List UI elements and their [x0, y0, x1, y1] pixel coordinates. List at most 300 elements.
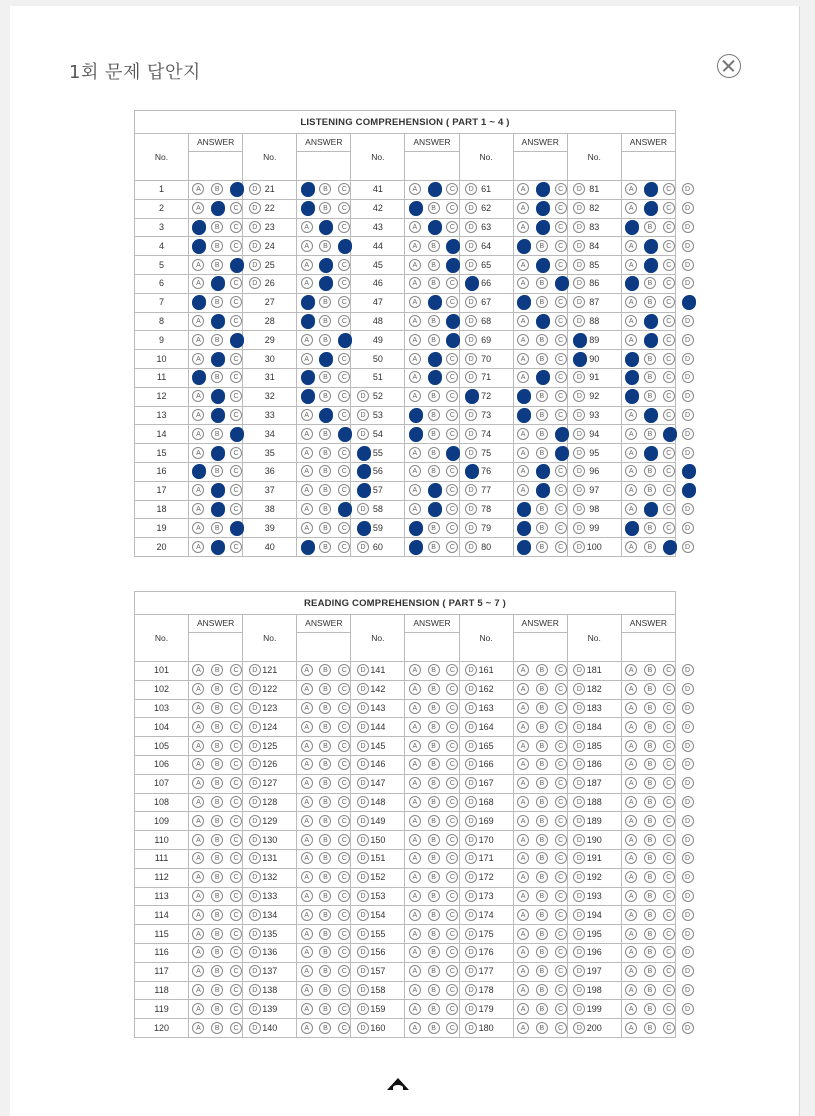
bubble-a[interactable] [192, 259, 204, 271]
bubble-a[interactable] [517, 240, 529, 252]
bubble-c[interactable] [338, 834, 350, 846]
bubble-b[interactable] [211, 702, 223, 714]
bubble-b[interactable] [211, 890, 223, 902]
bubble-b[interactable] [428, 683, 440, 695]
bubble-b[interactable] [428, 852, 440, 864]
bubble-d[interactable] [249, 1022, 261, 1034]
bubble-b[interactable] [319, 484, 331, 496]
bubble-c[interactable] [338, 334, 350, 346]
bubble-c[interactable] [446, 428, 458, 440]
bubble-c[interactable] [663, 296, 675, 308]
bubble-c[interactable] [446, 1003, 458, 1015]
bubble-d[interactable] [465, 259, 477, 271]
bubble-a[interactable] [625, 447, 637, 459]
bubble-a[interactable] [517, 965, 529, 977]
bubble-b[interactable] [428, 428, 440, 440]
bubble-d[interactable] [249, 834, 261, 846]
bubble-c[interactable] [230, 758, 242, 770]
bubble-c[interactable] [555, 834, 567, 846]
bubble-d[interactable] [682, 1022, 694, 1034]
bubble-c[interactable] [555, 371, 567, 383]
bubble-a[interactable] [301, 371, 313, 383]
bubble-d[interactable] [249, 852, 261, 864]
bubble-c[interactable] [555, 815, 567, 827]
bubble-d[interactable] [682, 334, 694, 346]
bubble-c[interactable] [338, 1003, 350, 1015]
bubble-b[interactable] [428, 740, 440, 752]
bubble-b[interactable] [211, 984, 223, 996]
bubble-d[interactable] [357, 946, 369, 958]
bubble-a[interactable] [625, 1022, 637, 1034]
bubble-a[interactable] [409, 777, 421, 789]
bubble-c[interactable] [446, 852, 458, 864]
bubble-a[interactable] [517, 777, 529, 789]
bubble-c[interactable] [338, 890, 350, 902]
bubble-a[interactable] [625, 371, 637, 383]
bubble-c[interactable] [230, 946, 242, 958]
bubble-a[interactable] [517, 909, 529, 921]
bubble-c[interactable] [663, 409, 675, 421]
bubble-b[interactable] [644, 334, 656, 346]
bubble-b[interactable] [319, 428, 331, 440]
bubble-a[interactable] [517, 202, 529, 214]
bubble-d[interactable] [682, 296, 694, 308]
bubble-c[interactable] [446, 353, 458, 365]
bubble-d[interactable] [573, 965, 585, 977]
bubble-b[interactable] [211, 183, 223, 195]
bubble-a[interactable] [409, 202, 421, 214]
bubble-b[interactable] [536, 240, 548, 252]
bubble-a[interactable] [301, 965, 313, 977]
bubble-a[interactable] [192, 1022, 204, 1034]
bubble-a[interactable] [409, 702, 421, 714]
bubble-a[interactable] [625, 740, 637, 752]
bubble-d[interactable] [682, 541, 694, 553]
bubble-d[interactable] [682, 758, 694, 770]
bubble-d[interactable] [573, 202, 585, 214]
bubble-d[interactable] [573, 796, 585, 808]
bubble-b[interactable] [319, 984, 331, 996]
bubble-a[interactable] [409, 447, 421, 459]
bubble-a[interactable] [625, 277, 637, 289]
bubble-d[interactable] [357, 683, 369, 695]
bubble-d[interactable] [682, 447, 694, 459]
bubble-a[interactable] [301, 503, 313, 515]
bubble-b[interactable] [319, 834, 331, 846]
bubble-b[interactable] [319, 183, 331, 195]
bubble-a[interactable] [301, 721, 313, 733]
bubble-a[interactable] [517, 815, 529, 827]
bubble-b[interactable] [644, 664, 656, 676]
bubble-c[interactable] [555, 890, 567, 902]
bubble-b[interactable] [211, 240, 223, 252]
bubble-c[interactable] [555, 447, 567, 459]
bubble-a[interactable] [301, 815, 313, 827]
bubble-a[interactable] [409, 390, 421, 402]
bubble-d[interactable] [682, 221, 694, 233]
bubble-d[interactable] [465, 371, 477, 383]
bubble-d[interactable] [357, 465, 369, 477]
bubble-a[interactable] [517, 315, 529, 327]
bubble-a[interactable] [409, 928, 421, 940]
bubble-b[interactable] [644, 946, 656, 958]
bubble-c[interactable] [338, 522, 350, 534]
bubble-a[interactable] [517, 890, 529, 902]
bubble-d[interactable] [573, 296, 585, 308]
bubble-b[interactable] [319, 871, 331, 883]
bubble-d[interactable] [465, 353, 477, 365]
bubble-a[interactable] [301, 1022, 313, 1034]
bubble-d[interactable] [249, 240, 261, 252]
bubble-c[interactable] [338, 796, 350, 808]
bubble-a[interactable] [409, 259, 421, 271]
bubble-d[interactable] [465, 1003, 477, 1015]
bubble-a[interactable] [625, 465, 637, 477]
bubble-c[interactable] [663, 758, 675, 770]
bubble-c[interactable] [555, 240, 567, 252]
bubble-c[interactable] [230, 815, 242, 827]
bubble-c[interactable] [555, 871, 567, 883]
bubble-c[interactable] [663, 371, 675, 383]
bubble-c[interactable] [338, 409, 350, 421]
bubble-c[interactable] [446, 815, 458, 827]
bubble-d[interactable] [465, 777, 477, 789]
bubble-b[interactable] [644, 315, 656, 327]
bubble-d[interactable] [357, 428, 369, 440]
bubble-c[interactable] [446, 909, 458, 921]
bubble-d[interactable] [682, 777, 694, 789]
bubble-c[interactable] [663, 909, 675, 921]
bubble-d[interactable] [573, 447, 585, 459]
bubble-c[interactable] [230, 277, 242, 289]
bubble-b[interactable] [536, 1003, 548, 1015]
bubble-d[interactable] [573, 240, 585, 252]
bubble-d[interactable] [682, 683, 694, 695]
bubble-d[interactable] [682, 664, 694, 676]
bubble-b[interactable] [536, 852, 548, 864]
bubble-d[interactable] [573, 702, 585, 714]
bubble-c[interactable] [338, 1022, 350, 1034]
bubble-a[interactable] [192, 777, 204, 789]
bubble-d[interactable] [357, 796, 369, 808]
bubble-d[interactable] [249, 277, 261, 289]
bubble-a[interactable] [517, 683, 529, 695]
bubble-b[interactable] [536, 334, 548, 346]
bubble-b[interactable] [428, 240, 440, 252]
bubble-d[interactable] [465, 664, 477, 676]
bubble-a[interactable] [409, 277, 421, 289]
bubble-b[interactable] [428, 315, 440, 327]
bubble-b[interactable] [536, 447, 548, 459]
bubble-b[interactable] [428, 465, 440, 477]
bubble-c[interactable] [663, 353, 675, 365]
bubble-a[interactable] [301, 202, 313, 214]
bubble-b[interactable] [536, 984, 548, 996]
bubble-a[interactable] [517, 721, 529, 733]
bubble-b[interactable] [536, 721, 548, 733]
bubble-c[interactable] [555, 740, 567, 752]
bubble-c[interactable] [446, 965, 458, 977]
bubble-b[interactable] [428, 796, 440, 808]
bubble-a[interactable] [517, 503, 529, 515]
bubble-d[interactable] [573, 664, 585, 676]
bubble-b[interactable] [211, 259, 223, 271]
bubble-d[interactable] [573, 334, 585, 346]
bubble-c[interactable] [555, 390, 567, 402]
bubble-a[interactable] [625, 796, 637, 808]
bubble-a[interactable] [625, 777, 637, 789]
bubble-b[interactable] [211, 277, 223, 289]
bubble-b[interactable] [428, 296, 440, 308]
bubble-a[interactable] [409, 428, 421, 440]
bubble-b[interactable] [536, 353, 548, 365]
bubble-c[interactable] [338, 277, 350, 289]
bubble-d[interactable] [682, 834, 694, 846]
bubble-d[interactable] [465, 871, 477, 883]
bubble-b[interactable] [211, 334, 223, 346]
bubble-c[interactable] [446, 777, 458, 789]
bubble-c[interactable] [663, 541, 675, 553]
bubble-b[interactable] [644, 1003, 656, 1015]
bubble-b[interactable] [319, 371, 331, 383]
bubble-b[interactable] [319, 296, 331, 308]
bubble-b[interactable] [319, 740, 331, 752]
bubble-c[interactable] [230, 777, 242, 789]
bubble-d[interactable] [357, 871, 369, 883]
bubble-d[interactable] [573, 871, 585, 883]
bubble-a[interactable] [409, 334, 421, 346]
bubble-c[interactable] [663, 390, 675, 402]
bubble-d[interactable] [573, 371, 585, 383]
bubble-d[interactable] [249, 796, 261, 808]
bubble-c[interactable] [338, 259, 350, 271]
bubble-d[interactable] [465, 277, 477, 289]
bubble-c[interactable] [663, 928, 675, 940]
bubble-c[interactable] [446, 202, 458, 214]
bubble-d[interactable] [682, 465, 694, 477]
bubble-d[interactable] [465, 428, 477, 440]
bubble-a[interactable] [517, 465, 529, 477]
bubble-a[interactable] [517, 834, 529, 846]
bubble-c[interactable] [230, 984, 242, 996]
bubble-a[interactable] [409, 796, 421, 808]
bubble-a[interactable] [192, 965, 204, 977]
bubble-b[interactable] [644, 390, 656, 402]
bubble-b[interactable] [319, 890, 331, 902]
bubble-b[interactable] [428, 503, 440, 515]
bubble-c[interactable] [555, 758, 567, 770]
bubble-a[interactable] [517, 796, 529, 808]
bubble-b[interactable] [644, 428, 656, 440]
bubble-a[interactable] [301, 409, 313, 421]
bubble-c[interactable] [663, 796, 675, 808]
bubble-a[interactable] [301, 296, 313, 308]
bubble-b[interactable] [319, 702, 331, 714]
bubble-a[interactable] [517, 277, 529, 289]
bubble-b[interactable] [428, 984, 440, 996]
bubble-a[interactable] [517, 484, 529, 496]
bubble-b[interactable] [536, 503, 548, 515]
bubble-d[interactable] [682, 315, 694, 327]
bubble-b[interactable] [211, 447, 223, 459]
bubble-a[interactable] [192, 202, 204, 214]
bubble-b[interactable] [211, 1022, 223, 1034]
bubble-a[interactable] [517, 664, 529, 676]
bubble-c[interactable] [338, 852, 350, 864]
bubble-a[interactable] [301, 946, 313, 958]
bubble-b[interactable] [536, 928, 548, 940]
bubble-a[interactable] [517, 852, 529, 864]
bubble-b[interactable] [211, 740, 223, 752]
bubble-c[interactable] [446, 277, 458, 289]
bubble-d[interactable] [573, 721, 585, 733]
bubble-c[interactable] [663, 702, 675, 714]
bubble-c[interactable] [230, 259, 242, 271]
bubble-b[interactable] [319, 465, 331, 477]
bubble-b[interactable] [211, 202, 223, 214]
bubble-d[interactable] [682, 240, 694, 252]
bubble-d[interactable] [573, 928, 585, 940]
bubble-a[interactable] [625, 1003, 637, 1015]
bubble-b[interactable] [536, 390, 548, 402]
bubble-c[interactable] [555, 984, 567, 996]
bubble-d[interactable] [465, 484, 477, 496]
bubble-d[interactable] [682, 871, 694, 883]
bubble-a[interactable] [409, 353, 421, 365]
bubble-b[interactable] [211, 522, 223, 534]
bubble-a[interactable] [517, 259, 529, 271]
bubble-b[interactable] [428, 965, 440, 977]
bubble-b[interactable] [536, 946, 548, 958]
bubble-a[interactable] [192, 984, 204, 996]
bubble-a[interactable] [192, 909, 204, 921]
bubble-b[interactable] [644, 465, 656, 477]
bubble-b[interactable] [644, 928, 656, 940]
bubble-b[interactable] [428, 202, 440, 214]
bubble-b[interactable] [536, 259, 548, 271]
bubble-b[interactable] [536, 541, 548, 553]
bubble-b[interactable] [536, 484, 548, 496]
bubble-b[interactable] [211, 928, 223, 940]
bubble-c[interactable] [230, 683, 242, 695]
bubble-c[interactable] [338, 315, 350, 327]
bubble-c[interactable] [338, 740, 350, 752]
bubble-c[interactable] [338, 946, 350, 958]
bubble-b[interactable] [536, 909, 548, 921]
bubble-c[interactable] [555, 721, 567, 733]
bubble-d[interactable] [573, 758, 585, 770]
bubble-b[interactable] [211, 409, 223, 421]
bubble-d[interactable] [357, 702, 369, 714]
bubble-c[interactable] [230, 202, 242, 214]
bubble-a[interactable] [192, 522, 204, 534]
bubble-b[interactable] [644, 202, 656, 214]
bubble-d[interactable] [573, 503, 585, 515]
bubble-c[interactable] [446, 890, 458, 902]
bubble-b[interactable] [319, 815, 331, 827]
bubble-b[interactable] [536, 815, 548, 827]
bubble-a[interactable] [192, 890, 204, 902]
bubble-c[interactable] [230, 1022, 242, 1034]
bubble-d[interactable] [573, 428, 585, 440]
bubble-c[interactable] [230, 221, 242, 233]
bubble-b[interactable] [644, 541, 656, 553]
bubble-a[interactable] [192, 371, 204, 383]
bubble-c[interactable] [446, 240, 458, 252]
bubble-b[interactable] [319, 777, 331, 789]
bubble-d[interactable] [249, 221, 261, 233]
bubble-c[interactable] [555, 702, 567, 714]
bubble-b[interactable] [319, 965, 331, 977]
bubble-a[interactable] [192, 447, 204, 459]
bubble-b[interactable] [319, 390, 331, 402]
bubble-a[interactable] [409, 740, 421, 752]
bubble-a[interactable] [625, 721, 637, 733]
bubble-b[interactable] [536, 890, 548, 902]
bubble-b[interactable] [319, 315, 331, 327]
bubble-c[interactable] [555, 909, 567, 921]
bubble-c[interactable] [230, 353, 242, 365]
bubble-c[interactable] [446, 484, 458, 496]
bubble-a[interactable] [409, 852, 421, 864]
bubble-d[interactable] [357, 984, 369, 996]
bubble-a[interactable] [192, 796, 204, 808]
bubble-a[interactable] [301, 984, 313, 996]
bubble-c[interactable] [230, 740, 242, 752]
bubble-a[interactable] [301, 928, 313, 940]
bubble-b[interactable] [644, 815, 656, 827]
bubble-c[interactable] [446, 296, 458, 308]
bubble-b[interactable] [428, 334, 440, 346]
bubble-a[interactable] [192, 683, 204, 695]
bubble-b[interactable] [536, 465, 548, 477]
bubble-b[interactable] [428, 259, 440, 271]
bubble-b[interactable] [211, 909, 223, 921]
bubble-a[interactable] [409, 1003, 421, 1015]
bubble-c[interactable] [555, 428, 567, 440]
bubble-b[interactable] [644, 259, 656, 271]
bubble-d[interactable] [249, 890, 261, 902]
bubble-c[interactable] [230, 428, 242, 440]
bubble-b[interactable] [319, 202, 331, 214]
bubble-a[interactable] [301, 664, 313, 676]
bubble-b[interactable] [428, 277, 440, 289]
bubble-c[interactable] [555, 1003, 567, 1015]
bubble-c[interactable] [663, 259, 675, 271]
bubble-a[interactable] [301, 390, 313, 402]
bubble-a[interactable] [517, 409, 529, 421]
bubble-c[interactable] [338, 871, 350, 883]
bubble-c[interactable] [230, 371, 242, 383]
bubble-b[interactable] [644, 240, 656, 252]
bubble-b[interactable] [211, 353, 223, 365]
bubble-a[interactable] [192, 503, 204, 515]
bubble-a[interactable] [625, 946, 637, 958]
bubble-c[interactable] [555, 183, 567, 195]
bubble-d[interactable] [465, 909, 477, 921]
bubble-c[interactable] [338, 484, 350, 496]
bubble-a[interactable] [517, 928, 529, 940]
bubble-c[interactable] [663, 503, 675, 515]
bubble-d[interactable] [357, 1022, 369, 1034]
bubble-a[interactable] [192, 334, 204, 346]
bubble-c[interactable] [555, 777, 567, 789]
bubble-c[interactable] [555, 334, 567, 346]
bubble-c[interactable] [663, 1022, 675, 1034]
bubble-a[interactable] [192, 871, 204, 883]
bubble-a[interactable] [409, 815, 421, 827]
bubble-b[interactable] [319, 277, 331, 289]
